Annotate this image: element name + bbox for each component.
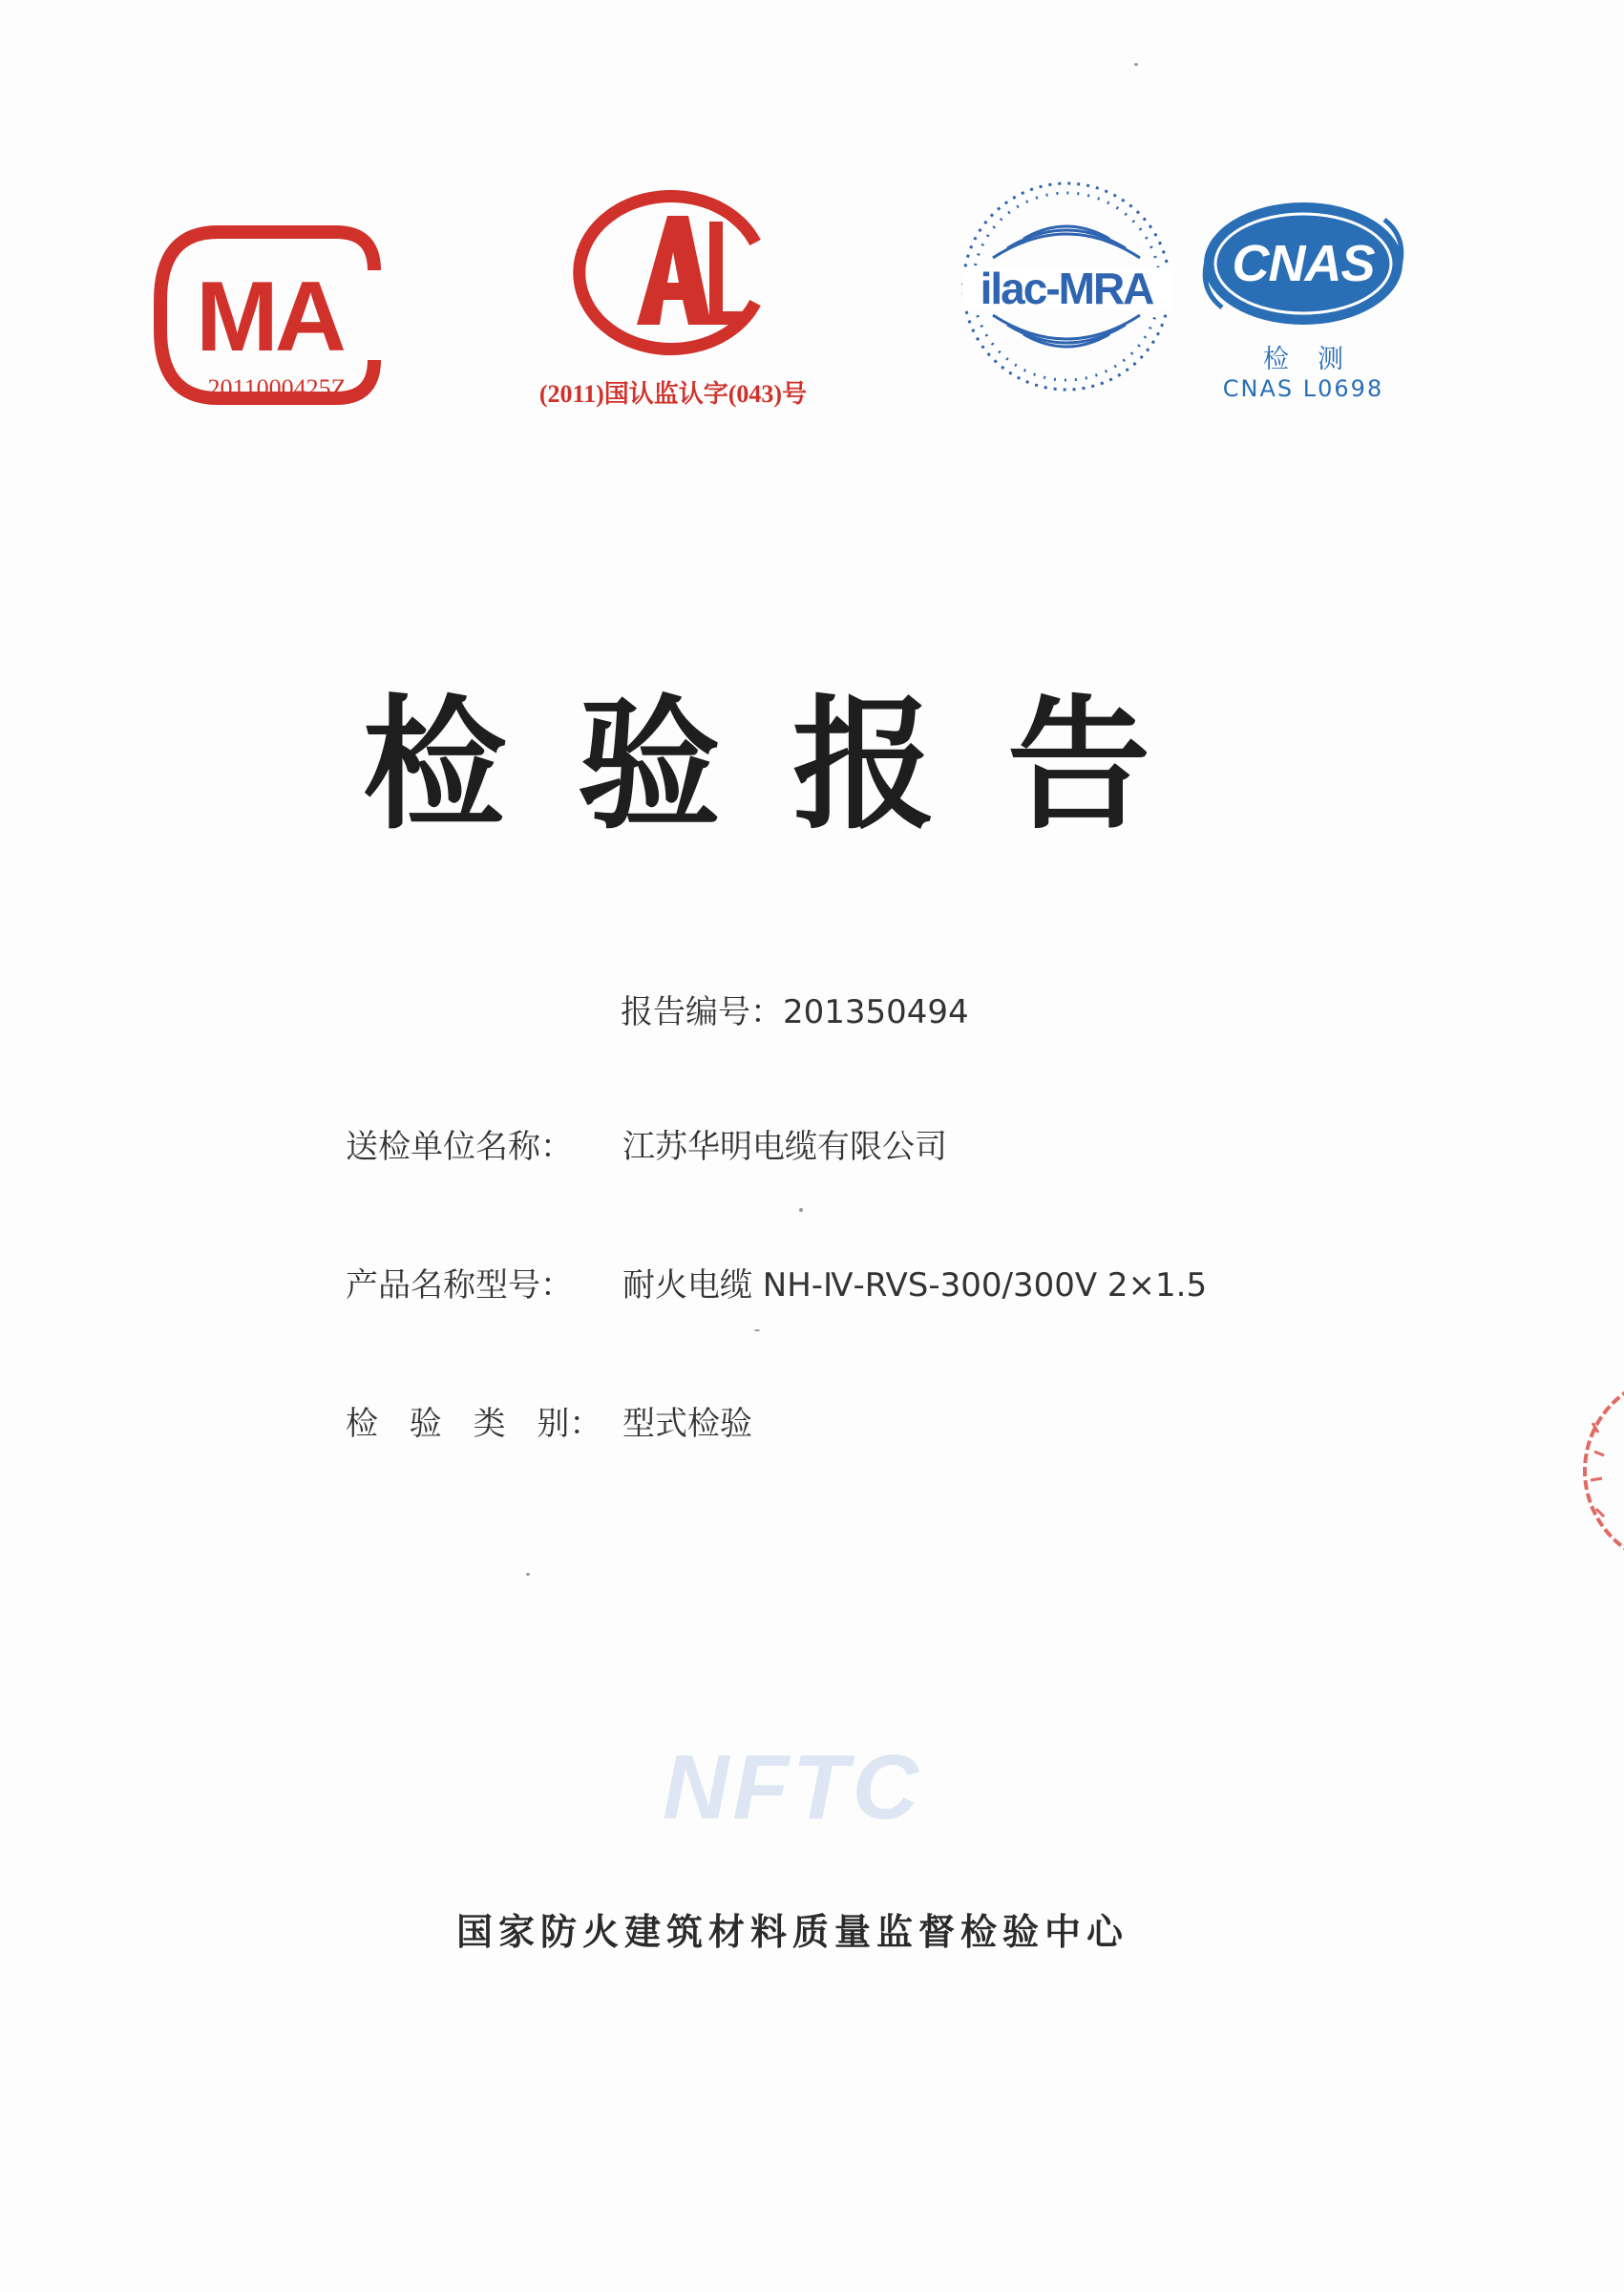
field-label: 送检单位名称： (346, 1128, 573, 1166)
scan-speck (526, 1573, 530, 1576)
scan-speck (799, 1208, 803, 1212)
cnas-logo (1193, 181, 1413, 349)
cma-code: 2011000425Z (207, 374, 347, 402)
cnas-sub-line2: CNAS L0698 (1222, 375, 1384, 402)
scan-speck (1134, 63, 1138, 66)
report-number: 报告编号：201350494 (621, 993, 969, 1031)
cal-logo (568, 189, 778, 356)
document-title: 检验报告 (362, 683, 1222, 849)
cnas-sub-line1: 检测 (1263, 345, 1372, 374)
scan-speck (754, 1329, 760, 1331)
nftc-watermark-text: NFTC (663, 1738, 922, 1834)
field-value: 型式检验 (622, 1405, 752, 1443)
cnas-logo-text: CNAS (1232, 235, 1375, 292)
field-product-model (346, 1259, 1207, 1305)
field-label: 产品名称型号： (346, 1266, 573, 1305)
field-label: 检 验 类 别： (346, 1405, 602, 1443)
partial-seal-stamp (1537, 1366, 1624, 1576)
nftc-watermark (630, 1738, 955, 1834)
cnas-subtitle (1193, 346, 1413, 403)
field-value: 耐火电缆 NH-Ⅳ-RVS-300/300V 2×1.5 (622, 1266, 1208, 1305)
issuing-organization: 国家防火建筑材料质量监督检验中心 (455, 1911, 1128, 1953)
field-inspection-type (346, 1397, 752, 1444)
cma-logo-text: MA (196, 262, 343, 372)
ilac-mra-text: ilac-MRA (980, 264, 1153, 313)
field-submitting-unit (346, 1120, 947, 1167)
ilac-mra-logo (955, 172, 1179, 401)
cal-code: (2011)国认监认字(043)号 (538, 380, 808, 408)
field-value: 江苏华明电缆有限公司 (622, 1128, 947, 1166)
